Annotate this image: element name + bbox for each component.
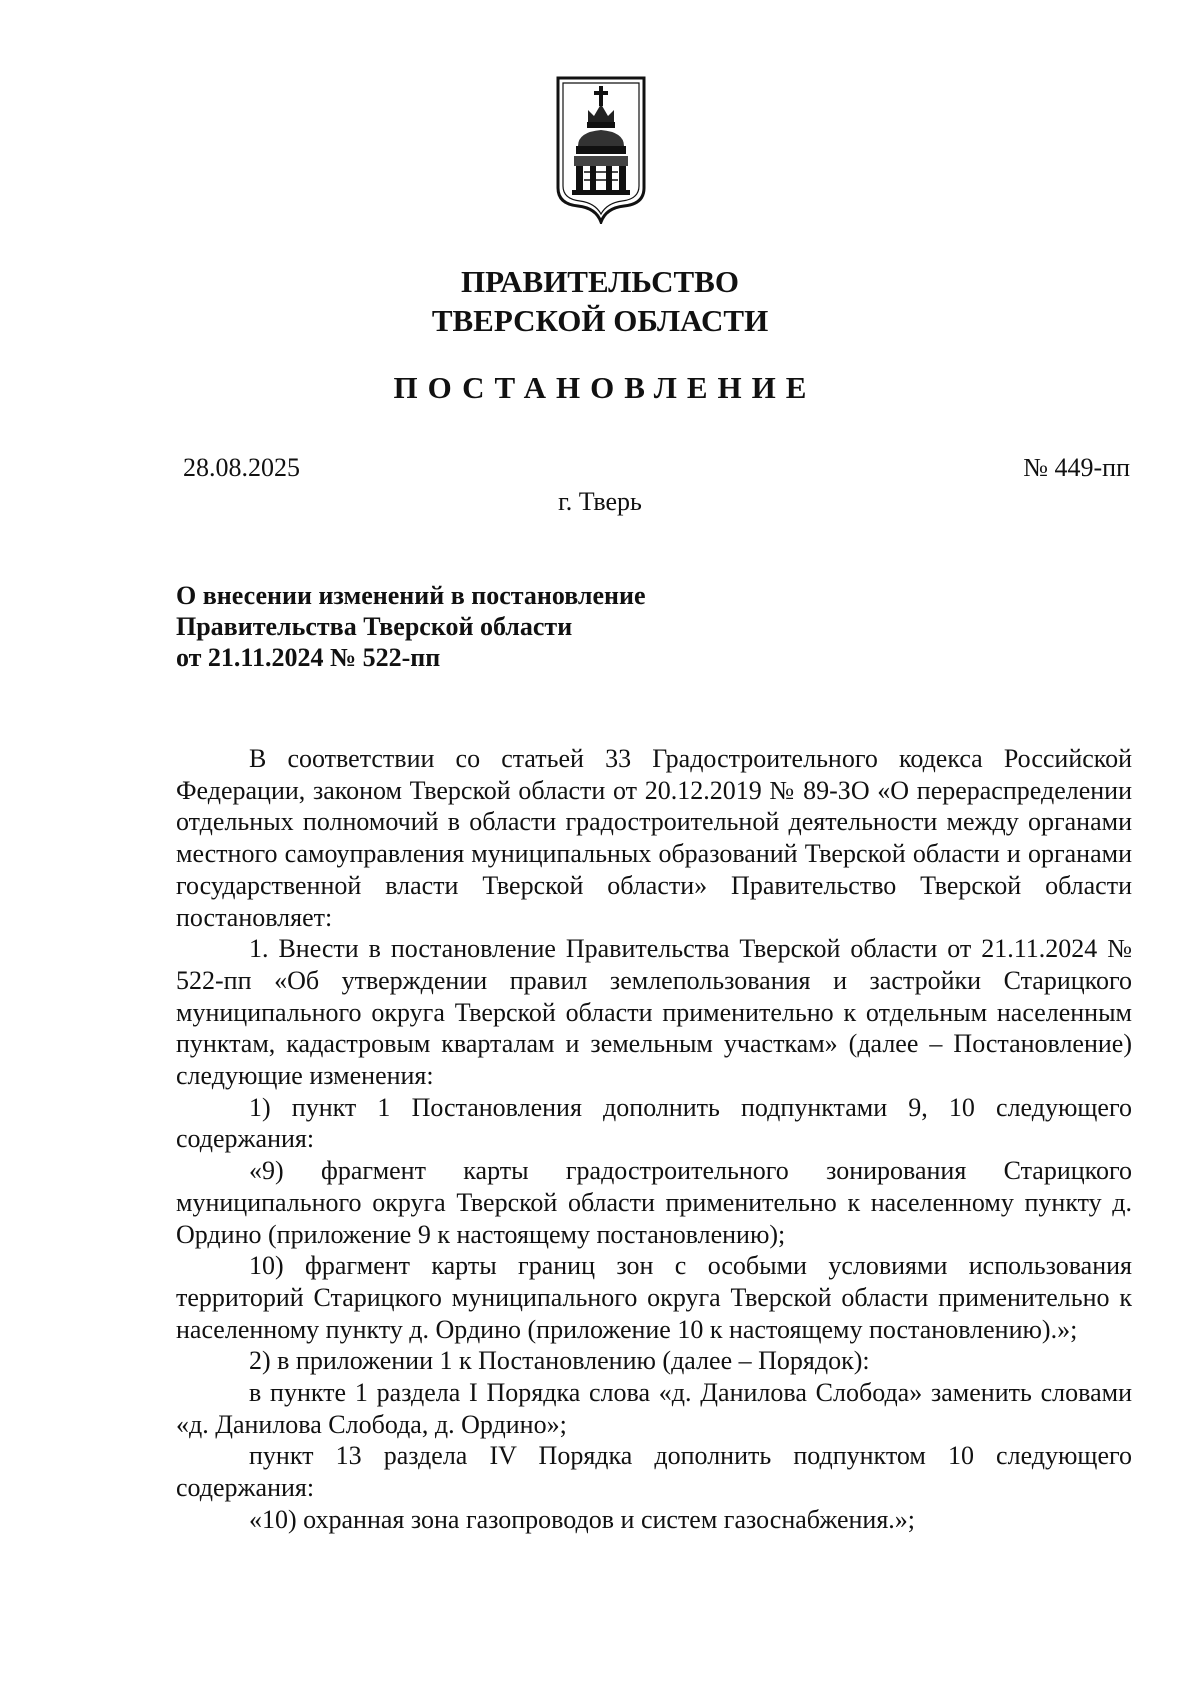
government-line-1: ПРАВИТЕЛЬСТВО	[461, 264, 739, 299]
paragraph-preamble: В соответствии со статьей 33 Градостроительного кодекса Российской Федерации, законом Тверской области от 20.12.2019 № 89-ЗО «О перераспределении отдельных полномочий в области градостроительной деятельности между органами местного самоуправления муниципальных образований Тверской области и органами государственной власти Тверской области» Правительство Тверской области постановляет:	[176, 744, 1132, 932]
subject-line-2: Правительства Тверской области	[176, 612, 573, 641]
government-line-2: ТВЕРСКОЙ ОБЛАСТИ	[431, 303, 769, 338]
document-city: г. Тверь	[558, 487, 642, 516]
subject-line-1: О внесении изменений в постановление	[176, 581, 646, 610]
document-type: ПОСТАНОВЛЕНИЕ	[393, 370, 817, 405]
government-name	[0, 262, 1200, 340]
document-number: № 449-пп	[1023, 453, 1130, 482]
paragraph-subitem-1: 1) пункт 1 Постановления дополнить подпунктами 9, 10 следующего содержания:	[176, 1092, 1132, 1154]
paragraph-section-4-item-10: «10) охранная зона газопроводов и систем газоснабжения.»;	[249, 1504, 916, 1534]
tver-coat-of-arms-icon	[554, 76, 648, 224]
paragraph-section-1-change: в пункте 1 раздела I Порядка слова «д. Данилова Слобода» заменить словами «д. Данилова Слобода, д. Ордино»;	[176, 1378, 1132, 1439]
paragraph-item-1: 1. Внести в постановление Правительства Тверской области от 21.11.2024 № 522-пп «Об утверждении правил землепользования и застройки Старицкого муниципального округа Тверской области применительно к отдельным населенным пунктам, кадастровым кварталам и земельным участкам» (далее – Постановление) следующие изменения:	[176, 934, 1132, 1091]
subject-line-3: от 21.11.2024 № 522-пп	[176, 643, 441, 672]
paragraph-subitem-9: «9) фрагмент карты градостроительного зонирования Старицкого муниципального округа Тверской области применительно к населенному пункту д. Ордино (приложение 9 к настоящему постановлению);	[176, 1156, 1132, 1249]
document-body	[176, 743, 1132, 1536]
document-subject	[176, 580, 646, 673]
paragraph-subitem-2: 2) в приложении 1 к Постановлению (далее – Порядок):	[249, 1346, 870, 1376]
paragraph-subitem-10: 10) фрагмент карты границ зон с особыми условиями использования территорий Старицкого муниципального округа Тверской области применительно к населенному пункту д. Ордино (приложение 10 к настоящему постановлению).»;	[176, 1251, 1132, 1344]
paragraph-section-4-change: пункт 13 раздела IV Порядка дополнить подпунктом 10 следующего содержания:	[176, 1441, 1132, 1503]
document-date: 28.08.2025	[183, 453, 300, 482]
